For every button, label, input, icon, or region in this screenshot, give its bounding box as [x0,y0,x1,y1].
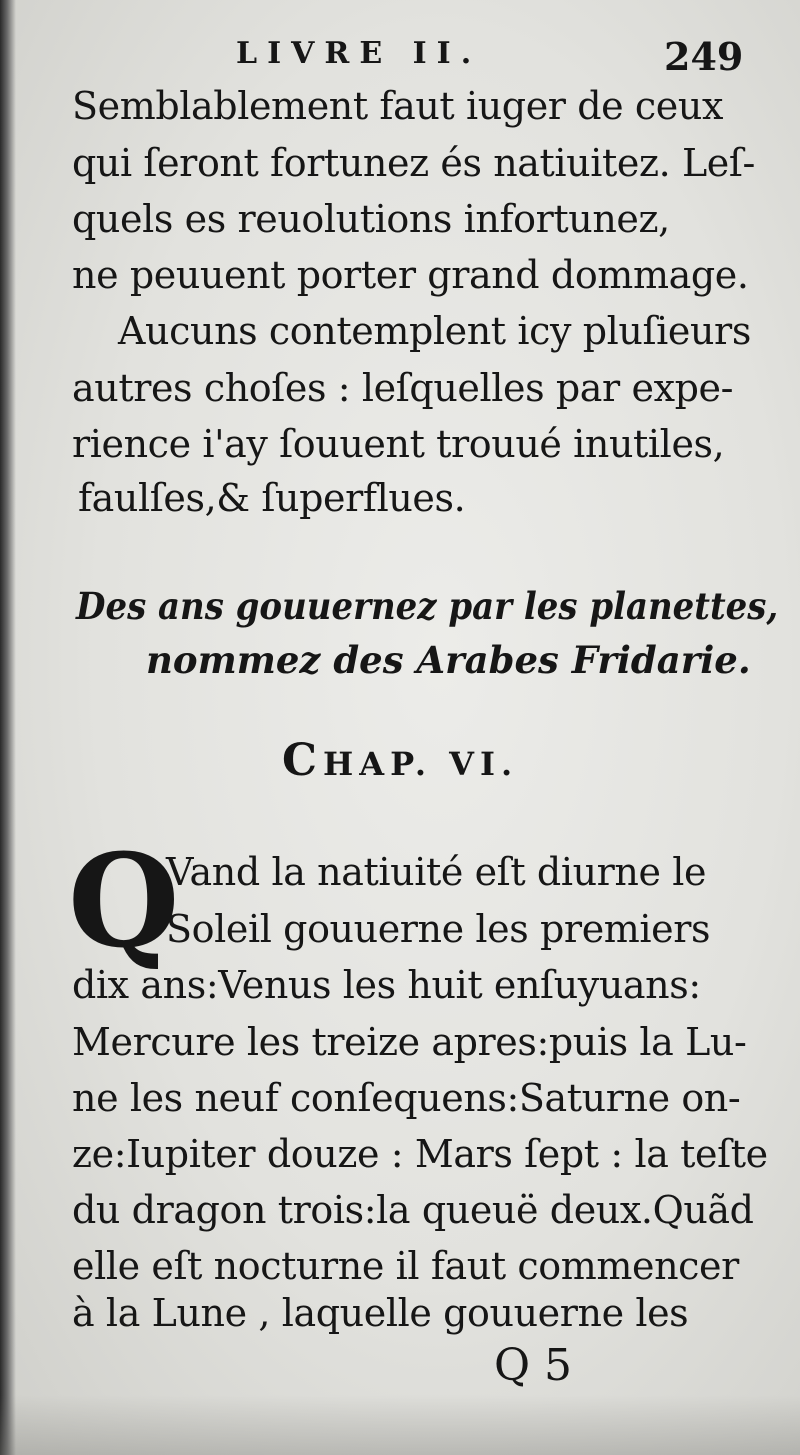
signature-mark: Q 5 [494,1340,573,1391]
running-head: LIVRE II. [236,36,482,71]
chapter-heading-rest: HAP. VI. [323,745,519,783]
page-header [0,30,800,90]
text-line-10: Soleil gouuerne les premiers [166,907,711,951]
text-line-3: quels es reuolutions infortunez, [72,197,670,241]
text-line-9: Vand la natiuité eſt diurne le [166,850,707,894]
text-line-4: ne peuuent porter grand dommage. [72,253,749,297]
text-line-7: rience i'ay ſouuent trouué inutiles, [72,422,725,466]
binding-shadow [0,0,16,1455]
text-line-14: ze:Iupiter douze : Mars ſept : la teſte [72,1132,768,1176]
text-line-11: dix ans:Venus les huit enſuyuans: [72,963,701,1007]
chapter-heading [282,735,518,786]
text-line-17: à la Lune , laquelle gouuerne les [72,1291,689,1335]
chapter-title-line-2: nommez des Arabes Fridarie. [146,638,751,682]
text-line-16: elle eſt nocturne il faut commencer [72,1244,739,1288]
text-line-1: Semblablement faut iuger de ceux [72,84,723,128]
text-line-6: autres choſes : leſquelles par expe- [72,366,734,410]
text-line-2: qui ſeront fortunez és natiuitez. Leſ- [72,141,755,185]
chapter-heading-initial: C [282,735,324,786]
chapter-title-line-1: Des ans gouuernez par les planettes, [76,584,779,628]
text-line-5: Aucuns contemplent icy pluſieurs [118,309,751,353]
page-bottom-shade [0,1395,800,1455]
text-line-13: ne les neuf conſequens:Saturne on- [72,1076,741,1120]
drop-cap: Q [68,827,180,977]
text-line-15: du dragon trois:la queuë deux.Quãd [72,1188,754,1232]
text-line-8: faulſes,& ſuperflues. [78,476,466,520]
page-number: 249 [664,34,744,79]
text-line-12: Mercure les treize apres:puis la Lu- [72,1020,747,1064]
